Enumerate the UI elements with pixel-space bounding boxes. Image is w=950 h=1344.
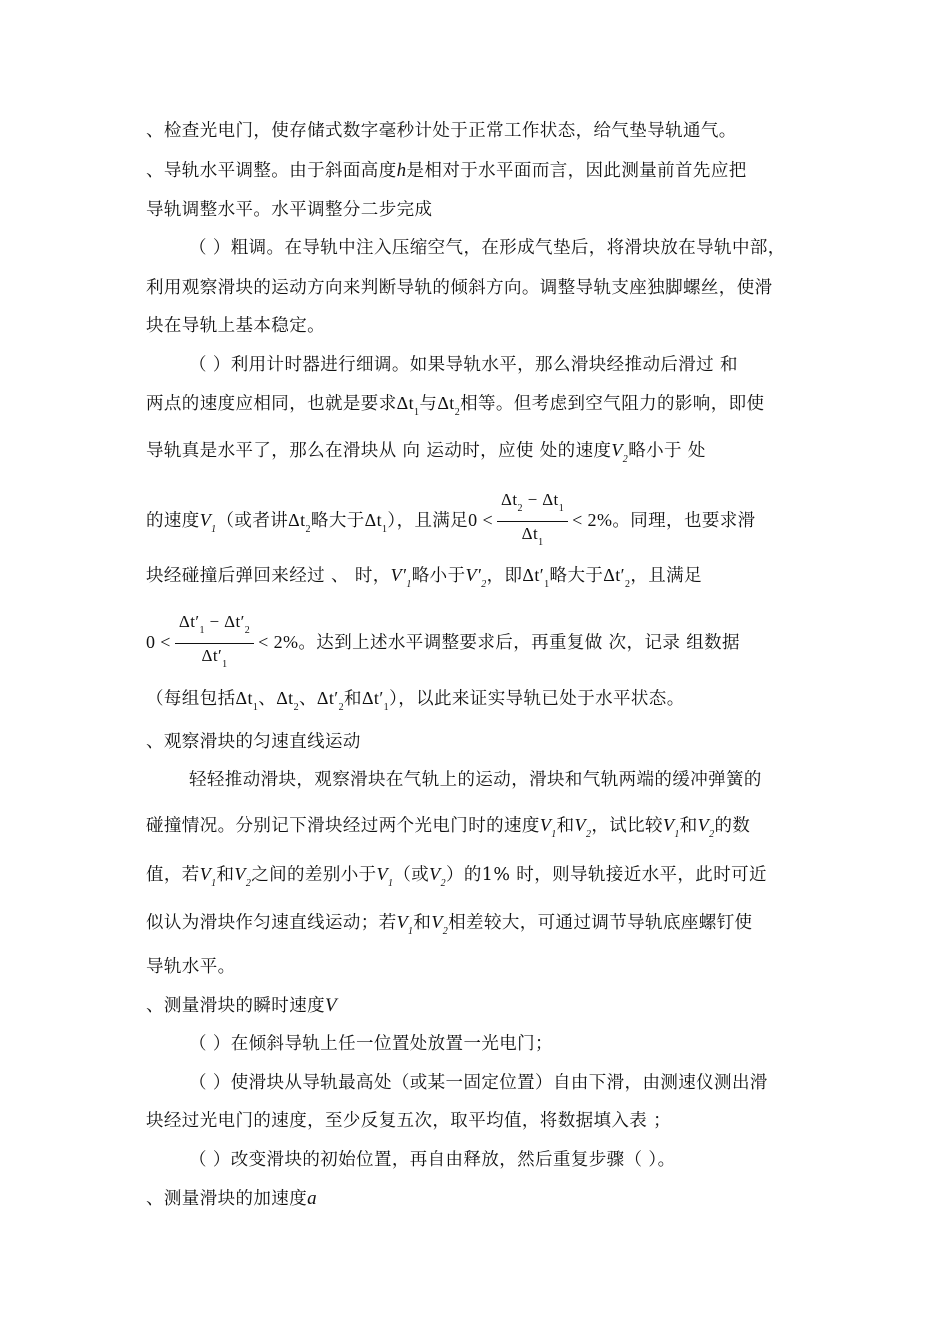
math: $\Delta t_1$ — [364, 510, 388, 535]
text-line — [146, 490, 816, 548]
math: $V_1$ — [376, 864, 394, 889]
math: $V_1$ — [539, 815, 557, 840]
fraction: $\frac{\Delta t_2 - \Delta t_1}{\Delta t_1}$ — [497, 490, 568, 553]
text: 似认为滑块作匀速直线运动；若 — [146, 913, 397, 933]
text-line — [146, 812, 816, 848]
text: 相等。但考虑到空气阻力的影响，即使 — [460, 394, 765, 414]
text-line — [189, 767, 819, 793]
text-line — [146, 158, 816, 184]
text: ）的1% 时，则导轨接近水平，此时可近 — [445, 865, 767, 885]
text: 块在导轨上基本稳定。 — [146, 316, 325, 336]
text: 略大于 — [310, 511, 365, 531]
text: 、观察滑块的匀速直线运动 — [146, 732, 361, 752]
section-heading — [146, 1186, 816, 1212]
math: $\Delta t_2$ — [276, 688, 299, 713]
text-line — [146, 1108, 816, 1134]
text: 略大于 — [549, 566, 604, 586]
math: $V_1$ — [199, 510, 217, 535]
text: （ ）改变滑块的初始位置，再自由释放，然后重复步骤（ ）。 — [189, 1150, 676, 1170]
text: 相差较大，可通过调节导轨底座螺钉使 — [448, 913, 753, 933]
text: 块经碰撞后弹回来经过 、 时， — [146, 566, 391, 586]
text: 轻轻推动滑块，观察滑块在气轨上的运动，滑块和气轨两端的缓冲弹簧的 — [189, 770, 762, 790]
math: $V'_2$ — [465, 565, 487, 590]
text: 导轨调整水平。水平调整分二步完成 — [146, 200, 433, 220]
text: 的数 — [714, 816, 751, 836]
text: 略小于 — [411, 566, 466, 586]
text-line — [146, 118, 816, 144]
text: 碰撞情况。分别记下滑块经过两个光电门时的速度 — [146, 816, 540, 836]
text: 、导轨水平调整。由于斜面高度 — [146, 161, 397, 181]
text: 和 — [216, 865, 235, 885]
math: $V_2$ — [574, 815, 592, 840]
text: 、测量滑块的加速度 — [146, 1189, 308, 1209]
text: 导轨真是水平了，那么在滑块从 向 运动时，应使 处的速度 — [146, 441, 612, 461]
text: 。达到上述水平调整要求后，再重复做 次，记录 组数据 — [298, 633, 740, 653]
math: $\Delta t_1$ — [235, 688, 259, 713]
text-line — [146, 685, 816, 721]
math: 0 < — [146, 632, 171, 652]
symbol-a: a — [307, 1188, 318, 1209]
math: < 2% — [258, 632, 299, 652]
text-line — [189, 1070, 819, 1096]
math: $V_1$ — [396, 912, 414, 937]
math: $\Delta t'_1$ — [522, 565, 550, 590]
math: < 2% — [572, 510, 613, 530]
text-line — [146, 275, 816, 301]
math: $V_1$ — [199, 864, 217, 889]
text: （ ）粗调。在导轨中注入压缩空气，在形成气垫后，将滑块放在导轨中部， — [189, 238, 786, 258]
math: $\Delta t'_2$ — [603, 565, 631, 590]
text: 值，若 — [146, 865, 200, 885]
text: 之间的差别小于 — [251, 865, 377, 885]
text-line — [146, 437, 816, 473]
text: 利用观察滑块的运动方向来判断导轨的倾斜方向。调整导轨支座独脚螺丝，使滑 — [146, 278, 773, 298]
text: ，试比较 — [591, 816, 663, 836]
math: $\Delta t'_2$ — [316, 688, 345, 713]
math: $V_2$ — [234, 864, 252, 889]
text: 、 — [299, 689, 317, 709]
text: 和 — [413, 913, 432, 933]
text: ，且满足 — [630, 566, 702, 586]
text: （或者讲 — [216, 511, 289, 531]
text: ），以此来证实导轨已处于水平状态。 — [389, 689, 685, 709]
text: 块经过光电门的速度，至少反复五次，取平均值，将数据填入表 ； — [146, 1111, 672, 1131]
math: $\Delta t_2$ — [437, 393, 461, 418]
math: 0 < — [468, 510, 494, 530]
section-heading — [146, 729, 816, 755]
text-line — [146, 861, 816, 897]
text: 略小于 处 — [628, 441, 706, 461]
text-line — [146, 313, 816, 339]
text: 、 — [258, 689, 277, 709]
text: 和 — [556, 816, 575, 836]
section-heading — [146, 993, 816, 1019]
math: $V_2$ — [697, 815, 715, 840]
text: ），且满足 — [387, 511, 469, 531]
text-line — [189, 1147, 819, 1173]
text: （或 — [393, 865, 430, 885]
text: 和 — [344, 689, 362, 709]
text: 是相对于水平面而言，因此测量前首先应把 — [406, 161, 747, 181]
text-line — [146, 954, 816, 980]
text: 与 — [419, 394, 438, 414]
text: 。同理，也要求滑 — [612, 511, 756, 531]
text: 的速度 — [146, 511, 200, 531]
math: $V_1$ — [662, 815, 680, 840]
text-line — [189, 235, 819, 261]
text: 两点的速度应相同，也就是要求 — [146, 394, 397, 414]
text-line — [189, 1031, 819, 1057]
text-line — [146, 612, 816, 670]
text: （ ）利用计时器进行细调。如果导轨水平，那么滑块经推动后滑过 和 — [189, 355, 738, 375]
text: 、测量滑块的瞬时速度 — [146, 996, 325, 1016]
math: $V_2$ — [429, 864, 446, 889]
text-line — [146, 562, 816, 598]
text: 、检查光电门，使存储式数字毫秒计处于正常工作状态，给气垫导轨通气。 — [146, 121, 737, 141]
math: $V_2$ — [431, 912, 449, 937]
math: $\Delta t_2$ — [288, 510, 311, 535]
text-line — [189, 352, 819, 378]
text: （ ）在倾斜导轨上任一位置处放置一光电门； — [189, 1034, 553, 1054]
math: $\Delta t'_1$ — [361, 688, 390, 713]
text: （ ）使滑块从导轨最高处（或某一固定位置）自由下滑，由测速仪测出滑 — [189, 1073, 768, 1093]
symbol-h: h — [396, 160, 407, 181]
symbol-v: V — [325, 995, 338, 1016]
text-line — [146, 197, 816, 223]
fraction: $\frac{\Delta t'_1 - \Delta t'_2}{\Delta t'_1}$ — [175, 612, 254, 675]
text: 导轨水平。 — [146, 957, 236, 977]
text: （每组包括 — [146, 689, 236, 709]
text: 和 — [679, 816, 698, 836]
text-line — [146, 390, 816, 426]
math: $V_2$ — [611, 440, 629, 465]
text-line — [146, 909, 816, 945]
math: $V'_1$ — [390, 565, 412, 590]
text: ，即 — [486, 566, 523, 586]
math: $\Delta t_1$ — [396, 393, 420, 418]
